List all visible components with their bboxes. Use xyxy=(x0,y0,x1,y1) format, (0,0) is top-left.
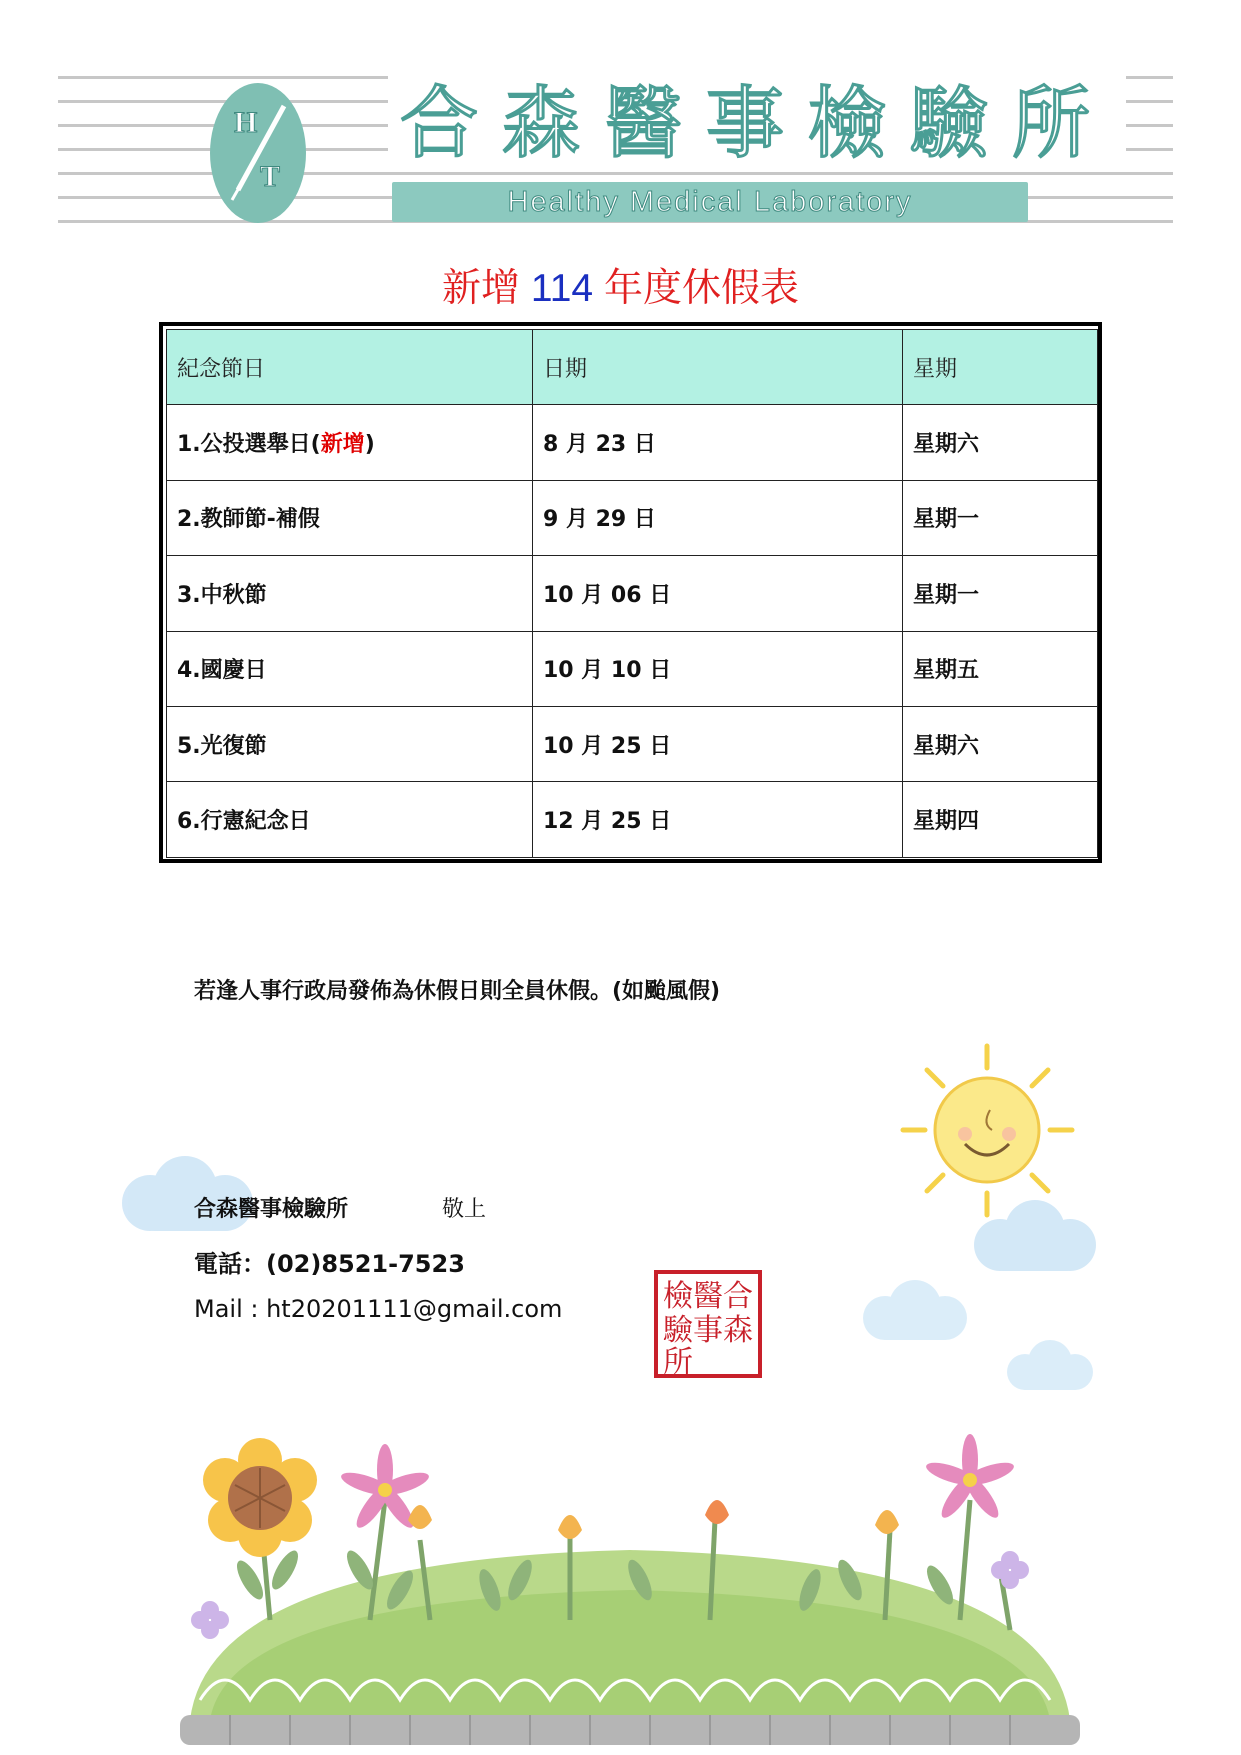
holiday-name: 1.公投選舉日( xyxy=(177,432,321,458)
date-cell: 9 月 29 日 xyxy=(533,480,903,555)
table-row xyxy=(167,405,1098,480)
date-cell: 12 月 25 日 xyxy=(533,782,903,857)
table-row xyxy=(167,706,1098,781)
svg-text:所: 所 xyxy=(663,1345,693,1380)
holiday-name-cell: 3.中秋節 xyxy=(167,556,533,631)
date-cell: 10 月 25 日 xyxy=(533,706,903,781)
holiday-name-cell: 4.國慶日 xyxy=(167,631,533,706)
flower-garden-illustration xyxy=(170,1420,1090,1750)
title-prefix: 新增 xyxy=(442,267,521,310)
holiday-name-cell xyxy=(167,405,533,480)
column-header-weekday: 星期 xyxy=(903,330,1098,405)
table-header-row xyxy=(167,330,1098,405)
typhoon-notice: 若逢人事行政局發佈為休假日則全員休假。(如颱風假) xyxy=(194,979,721,1004)
signature-name: 合森醫事檢驗所 xyxy=(194,1197,349,1222)
date-cell: 10 月 06 日 xyxy=(533,556,903,631)
company-logo-icon xyxy=(208,82,308,224)
table-row xyxy=(167,631,1098,706)
column-header-holiday: 紀念節日 xyxy=(167,330,533,405)
cloud-icon xyxy=(995,1330,1105,1400)
holiday-name-cell: 6.行憲紀念日 xyxy=(167,782,533,857)
holiday-name-cell: 2.教師節-補假 xyxy=(167,480,533,555)
cloud-icon xyxy=(850,1270,980,1350)
weekday-cell: 星期一 xyxy=(903,556,1098,631)
holiday-table xyxy=(159,322,1102,863)
svg-text:森: 森 xyxy=(723,1313,753,1348)
svg-text:驗: 驗 xyxy=(663,1313,693,1348)
weekday-cell: 星期六 xyxy=(903,405,1098,480)
company-seal-icon xyxy=(652,1268,764,1380)
holiday-name-cell: 5.光復節 xyxy=(167,706,533,781)
table-row xyxy=(167,782,1098,857)
table-row xyxy=(167,480,1098,555)
signature-regards: 敬上 xyxy=(442,1197,487,1222)
svg-text:醫: 醫 xyxy=(693,1279,723,1314)
svg-text:合: 合 xyxy=(723,1279,753,1314)
weekday-cell: 星期五 xyxy=(903,631,1098,706)
title-suffix: 年度休假表 xyxy=(603,267,799,310)
table-row xyxy=(167,556,1098,631)
date-cell: 8 月 23 日 xyxy=(533,405,903,480)
phone-number: 電話：(02)8521-7523 xyxy=(194,1250,465,1278)
company-name-cn: 合森醫事檢驗所 xyxy=(388,76,1126,172)
svg-text:T: T xyxy=(260,160,281,193)
column-header-date: 日期 xyxy=(533,330,903,405)
weekday-cell: 星期一 xyxy=(903,480,1098,555)
letterhead xyxy=(58,76,1173,226)
signature-block xyxy=(194,1192,487,1223)
cloud-icon xyxy=(960,1190,1110,1280)
company-name-en: Healthy Medical Laboratory xyxy=(392,182,1028,222)
weekday-cell: 星期四 xyxy=(903,782,1098,857)
svg-text:H: H xyxy=(234,106,258,139)
email-address: Mail : ht20201111@gmail.com xyxy=(194,1295,563,1323)
svg-text:事: 事 xyxy=(693,1313,723,1348)
title-year: 114 xyxy=(530,267,594,310)
new-badge: 新增 xyxy=(320,432,365,458)
svg-text:檢: 檢 xyxy=(663,1279,693,1314)
weekday-cell: 星期六 xyxy=(903,706,1098,781)
date-cell: 10 月 10 日 xyxy=(533,631,903,706)
page-title xyxy=(0,257,1241,313)
holiday-name-tail: ) xyxy=(364,432,375,458)
